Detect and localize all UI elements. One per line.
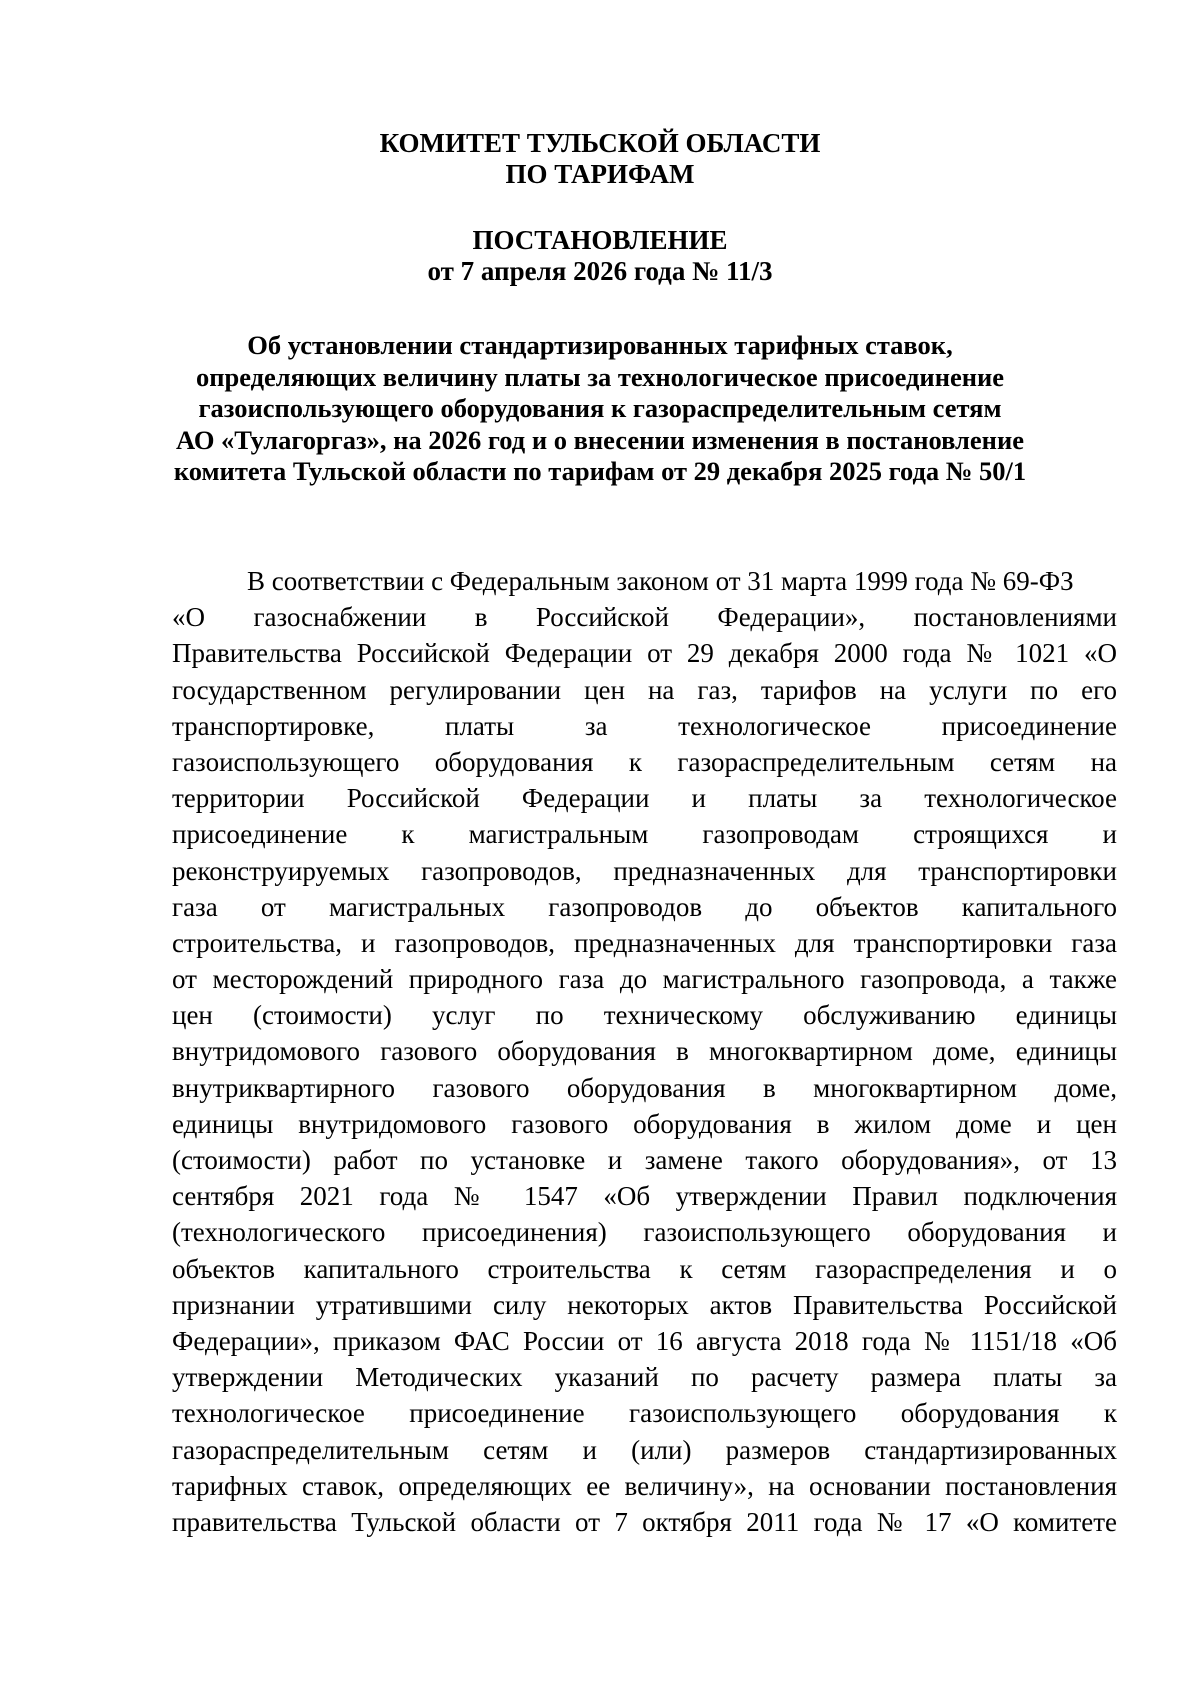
body-line: цен (стоимости) услуг по техническому обслуживанию единицы (172, 1000, 1117, 1031)
body-line: (технологического присоединения) газоиспользующего оборудования и (172, 1217, 1117, 1248)
body-line: реконструируемых газопроводов, предназначенных для транспортировки (172, 855, 1117, 886)
body-line: газоиспользующего оборудования к газораспределительным сетям на (172, 746, 1117, 777)
document-type: ПОСТАНОВЛЕНИЕ (472, 225, 728, 255)
subject-line: газоиспользующего оборудования к газораспределительным сетям (198, 393, 1002, 423)
body-line: присоединение к магистральным газопроводам строящихся и (172, 819, 1117, 850)
body-line: транспортировке, платы за технологическое присоединение (172, 710, 1117, 741)
body-line: «О газоснабжении в Российской Федерации», постановлениями (172, 602, 1117, 633)
preamble-paragraph (172, 563, 1117, 1540)
body-line: единицы внутридомового газового оборудования в жилом доме и цен (172, 1108, 1117, 1139)
body-line: Федерации», приказом ФАС России от 16 августа 2018 года № 1151/18 «Об (172, 1325, 1117, 1356)
body-line: признании утратившими силу некоторых актов Правительства Российской (172, 1289, 1117, 1320)
subject-line: АО «Тулагоргаз», на 2026 год и о внесении изменения в постановление (176, 424, 1024, 455)
body-line: территории Российской Федерации и платы за технологическое (172, 783, 1117, 814)
body-line: от месторождений природного газа до магистрального газопровода, а также (172, 964, 1117, 995)
subject-line: комитета Тульской области по тарифам от 29 декабря 2025 года № 50/1 (173, 456, 1027, 486)
body-line: сентября 2021 года № 1547 «Об утверждении Правил подключения (172, 1181, 1117, 1212)
body-line: газа от магистральных газопроводов до объектов капитального (172, 891, 1117, 922)
body-line: газораспределительным сетям и (или) размеров стандартизированных (172, 1434, 1117, 1465)
body-line: тарифных ставок, определяющих ее величину», на основании постановления (172, 1470, 1117, 1501)
body-line: объектов капитального строительства к сетям газораспределения и о (172, 1253, 1117, 1284)
body-line: внутриквартирного газового оборудования в многоквартирном доме, (172, 1072, 1117, 1103)
body-line: Правительства Российской Федерации от 29 декабря 2000 года № 1021 «О (172, 638, 1117, 669)
issuing-authority (0, 128, 1200, 190)
document-subject (0, 330, 1200, 488)
body-line: технологическое присоединение газоиспользующего оборудования к (172, 1398, 1117, 1429)
subject-line: определяющих величину платы за технологическое присоединение (195, 361, 1005, 392)
authority-line: ПО ТАРИФАМ (505, 159, 695, 189)
body-line: утверждении Методических указаний по расчету размера платы за (172, 1362, 1117, 1393)
body-line: внутридомового газового оборудования в многоквартирном доме, единицы (172, 1036, 1117, 1067)
body-line: строительства, и газопроводов, предназначенных для транспортировки газа (172, 927, 1117, 958)
document-date-number: от 7 апреля 2026 года № 11/3 (427, 256, 773, 286)
body-line: государственном регулировании цен на газ, тарифов на услуги по его (172, 674, 1117, 705)
document-heading (0, 225, 1200, 287)
body-line: (стоимости) работ по установке и замене такого оборудования», от 13 (172, 1145, 1117, 1175)
body-line: В соответствии с Федеральным законом от 31 марта 1999 года № 69-ФЗ (247, 566, 1074, 596)
body-line: правительства Тульской области от 7 октября 2011 года № 17 «О комитете (172, 1506, 1117, 1537)
subject-line: Об установлении стандартизированных тарифных ставок, (247, 330, 953, 360)
authority-line: КОМИТЕТ ТУЛЬСКОЙ ОБЛАСТИ (379, 128, 821, 158)
